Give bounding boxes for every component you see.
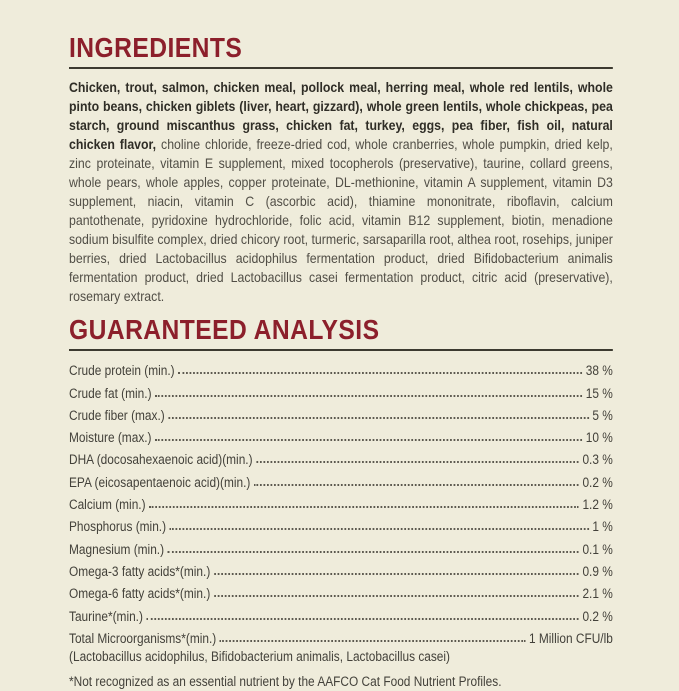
analysis-label: DHA (docosahexaenoic acid)(min.)	[69, 452, 253, 468]
guaranteed-analysis-table	[69, 356, 613, 646]
analysis-value: 38 %	[585, 363, 613, 379]
analysis-label: Taurine*(min.)	[69, 608, 143, 624]
analysis-value: 5 %	[592, 407, 613, 423]
analysis-value: 0.1 %	[582, 541, 613, 557]
analysis-row	[69, 534, 613, 556]
analysis-value: 1.2 %	[582, 497, 613, 513]
ingredients-heading: INGREDIENTS	[69, 32, 243, 63]
analysis-value: 1 %	[592, 519, 613, 535]
analysis-row	[69, 445, 613, 467]
analysis-label: Crude fat (min.)	[69, 385, 152, 401]
analysis-value: 0.9 %	[582, 563, 613, 579]
dot-leader	[178, 372, 582, 374]
dot-leader	[155, 439, 582, 441]
analysis-label: Calcium (min.)	[69, 497, 146, 513]
ingredients-regular-text: choline chloride, freeze-dried cod, whole cranberries, whole pumpkin, dried kelp, zinc proteinate, vitamin E supplement, mixed tocopherols (preservative), taurine, collard greens, whole pears, whole apples, copper proteinate, DL-methionine, vitamin A supplement, vitamin D3 supplement, niacin, vitamin C (ascorbic acid), thiamine mononitrate, riboflavin, calcium pantothenate, pyridoxine hydrochloride, folic acid, vitamin B12 supplement, biotin, menadione sodium bisulfite complex, dried chicory root, turmeric, sarsaparilla root, althea root, rosehips, juniper berries, dried Lactobacillus acidophilus fermentation product, dried Bifidobacterium animalis fermentation product, dried Lactobacillus casei fermentation product, citric acid (preservative), rosemary extract.	[69, 136, 613, 304]
analysis-row	[69, 356, 613, 378]
analysis-row	[69, 601, 613, 623]
dot-leader	[254, 484, 579, 486]
analysis-label: Omega-6 fatty acids*(min.)	[69, 586, 211, 602]
analysis-value: 10 %	[585, 430, 613, 446]
analysis-row	[69, 423, 613, 445]
dot-leader	[170, 528, 589, 530]
pet-food-label	[69, 33, 613, 691]
analysis-row	[69, 512, 613, 534]
aafco-footnote: *Not recognized as an essential nutrient by the AAFCO Cat Food Nutrient Profiles.	[69, 674, 502, 690]
dot-leader	[146, 618, 578, 620]
dot-leader	[220, 640, 526, 642]
microorganisms-species-line: (Lactobacillus acidophilus, Bifidobacterium animalis, Lactobacillus casei)	[69, 648, 451, 664]
dot-leader	[214, 595, 579, 597]
analysis-value: 0.3 %	[582, 452, 613, 468]
analysis-label: Phosphorus (min.)	[69, 519, 167, 535]
analysis-value: 0.2 %	[582, 474, 613, 490]
analysis-row	[69, 490, 613, 512]
ingredients-bold-text: Chicken, trout, salmon, chicken meal, pollock meal, herring meal, whole red lentils, whole pinto beans, chicken giblets (liver, heart, gizzard), whole green lentils, whole chickpeas, pea starch, ground miscanthus grass, chicken fat, turkey, eggs, pea fiber, fish oil, natural chicken flavor,	[69, 79, 613, 152]
analysis-label: Total Microorganisms*(min.)	[69, 630, 217, 646]
analysis-label: EPA (eicosapentaenoic acid)(min.)	[69, 474, 251, 490]
analysis-label: Moisture (max.)	[69, 430, 152, 446]
dot-leader	[168, 417, 589, 419]
dot-leader	[168, 551, 579, 553]
analysis-value: 15 %	[585, 385, 613, 401]
guaranteed-analysis-heading: GUARANTEED ANALYSIS	[69, 314, 380, 345]
dot-leader	[256, 461, 579, 463]
analysis-row	[69, 624, 613, 646]
analysis-row	[69, 557, 613, 579]
dot-leader	[155, 395, 582, 397]
dot-leader	[149, 506, 579, 508]
dot-leader	[214, 573, 579, 575]
analysis-row	[69, 378, 613, 400]
guaranteed-analysis-divider	[69, 349, 613, 351]
analysis-row	[69, 579, 613, 601]
ingredients-divider	[69, 67, 613, 69]
ingredients-paragraph	[69, 78, 613, 306]
analysis-value: 2.1 %	[582, 586, 613, 602]
analysis-row	[69, 401, 613, 423]
analysis-row	[69, 467, 613, 489]
analysis-label: Omega-3 fatty acids*(min.)	[69, 563, 211, 579]
analysis-label: Magnesium (min.)	[69, 541, 165, 557]
analysis-value: 0.2 %	[582, 608, 613, 624]
analysis-label: Crude protein (min.)	[69, 363, 175, 379]
analysis-value: 1 Million CFU/lb	[528, 630, 613, 646]
analysis-label: Crude fiber (max.)	[69, 407, 165, 423]
